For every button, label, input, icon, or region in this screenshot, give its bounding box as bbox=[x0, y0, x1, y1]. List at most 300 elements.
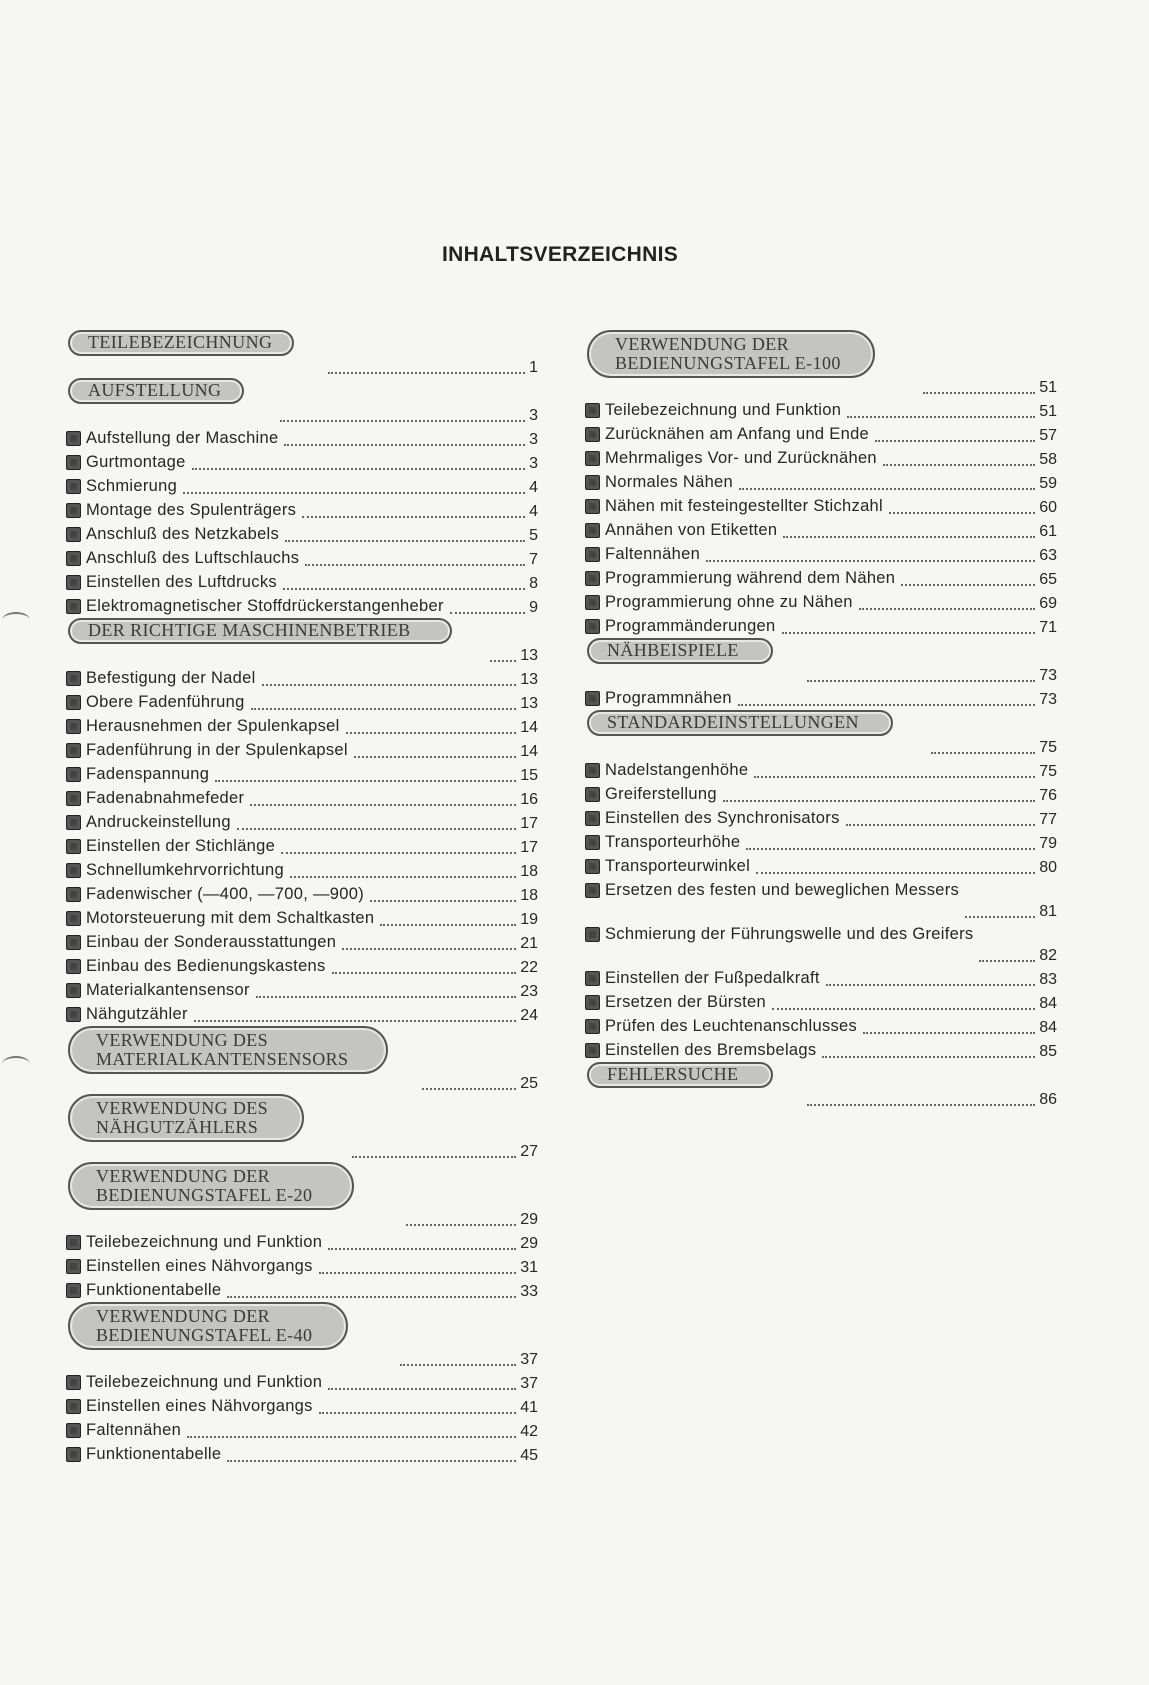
toc-entry[interactable] bbox=[585, 830, 1057, 854]
page-number: 37 bbox=[520, 1375, 538, 1392]
leader-dots bbox=[250, 804, 516, 806]
leader-dots bbox=[807, 1104, 1035, 1106]
entry-label: Faltennähen bbox=[86, 1421, 182, 1439]
leader bbox=[66, 502, 538, 522]
leader-dots bbox=[772, 1008, 1035, 1010]
section-badge bbox=[68, 1026, 388, 1074]
section-title-line: DER RICHTIGE MASCHINENBETRIEB bbox=[88, 620, 411, 640]
leader-dots bbox=[215, 780, 516, 782]
page-number: 84 bbox=[1039, 995, 1057, 1012]
section-title-line: VERWENDUNG DES bbox=[96, 1098, 269, 1118]
section-heading bbox=[585, 710, 1057, 758]
toc-entry[interactable] bbox=[66, 522, 538, 546]
entry-label: Nadelstangenhöhe bbox=[605, 761, 749, 779]
section-heading bbox=[66, 618, 538, 666]
entry-label: Programmierung ohne zu Nähen bbox=[605, 593, 853, 611]
page-number: 83 bbox=[1039, 971, 1057, 988]
toc-entry[interactable] bbox=[585, 518, 1057, 542]
entry-label: Gurtmontage bbox=[86, 453, 186, 471]
leader bbox=[585, 570, 1057, 590]
leader bbox=[66, 454, 538, 474]
page-number: 86 bbox=[1039, 1091, 1057, 1108]
toc-entry[interactable] bbox=[585, 590, 1057, 614]
page-number: 61 bbox=[1039, 523, 1057, 540]
leader-dots bbox=[319, 1412, 516, 1414]
leader-dots bbox=[281, 852, 516, 854]
entry-label: Zurücknähen am Anfang und Ende bbox=[605, 425, 870, 443]
section-title-line: NÄHGUTZÄHLERS bbox=[96, 1117, 259, 1137]
page-number: 69 bbox=[1039, 595, 1057, 612]
leader-dots bbox=[251, 708, 516, 710]
toc-entry[interactable] bbox=[585, 922, 1057, 966]
page-number: 24 bbox=[520, 1007, 538, 1024]
leader-dots bbox=[256, 996, 516, 998]
entry-label: Teilebezeichnung und Funktion bbox=[86, 1233, 323, 1251]
leader-dots bbox=[227, 1296, 516, 1298]
toc-entry[interactable] bbox=[66, 786, 538, 810]
entry-label: Transporteurhöhe bbox=[605, 833, 741, 851]
entry-label: Annähen von Etiketten bbox=[605, 521, 778, 539]
leader-dots bbox=[237, 828, 516, 830]
leader bbox=[280, 406, 538, 426]
entry-label: Andruckeinstellung bbox=[86, 813, 231, 831]
leader-dots bbox=[783, 536, 1035, 538]
toc-entry[interactable] bbox=[585, 878, 1057, 922]
page-number: 51 bbox=[1039, 403, 1057, 420]
toc-entry[interactable] bbox=[66, 1442, 538, 1466]
page-number: 19 bbox=[520, 911, 538, 928]
leader bbox=[585, 498, 1057, 518]
toc-entry[interactable] bbox=[585, 614, 1057, 638]
section-badge bbox=[587, 330, 875, 378]
leader bbox=[66, 790, 538, 810]
page-number: 84 bbox=[1039, 1019, 1057, 1036]
leader-dots bbox=[227, 1460, 516, 1462]
entry-label: Anschluß des Luftschlauchs bbox=[86, 549, 300, 567]
leader-dots bbox=[889, 512, 1035, 514]
entry-label: Faltennähen bbox=[605, 545, 701, 563]
leader-dots bbox=[328, 1248, 516, 1250]
section-title-line: VERWENDUNG DER bbox=[96, 1306, 271, 1326]
entry-label: Obere Fadenführung bbox=[86, 693, 245, 711]
leader-dots bbox=[901, 584, 1035, 586]
entry-label: Funktionentabelle bbox=[86, 1281, 222, 1299]
toc-entry[interactable] bbox=[585, 806, 1057, 830]
entry-label: Fadenabnahmefeder bbox=[86, 789, 245, 807]
entry-label: Ersetzen der Bürsten bbox=[605, 993, 766, 1011]
leader bbox=[66, 550, 538, 570]
toc-entry[interactable] bbox=[66, 690, 538, 714]
page-number: 14 bbox=[520, 743, 538, 760]
page-number: 21 bbox=[520, 935, 538, 952]
page-number: 75 bbox=[1039, 763, 1057, 780]
section-title-line: AUFSTELLUNG bbox=[88, 380, 222, 400]
toc-entry[interactable] bbox=[66, 1278, 538, 1302]
entry-label: Transporteurwinkel bbox=[605, 857, 751, 875]
leader bbox=[585, 834, 1057, 854]
toc-entry[interactable] bbox=[66, 1002, 538, 1026]
entry-label: Einstellen eines Nähvorgangs bbox=[86, 1397, 313, 1415]
leader-dots bbox=[883, 464, 1035, 466]
page-number: 3 bbox=[529, 407, 538, 424]
page-number: 8 bbox=[529, 575, 538, 592]
toc-entry[interactable] bbox=[66, 1254, 538, 1278]
leader bbox=[585, 594, 1057, 614]
entry-label: Anschluß des Netzkabels bbox=[86, 525, 280, 543]
toc-right-column bbox=[585, 330, 1057, 1110]
toc-entry[interactable] bbox=[66, 594, 538, 618]
toc-entry[interactable] bbox=[66, 1370, 538, 1394]
leader bbox=[585, 426, 1057, 446]
toc-entry[interactable] bbox=[585, 1014, 1057, 1038]
leader-dots bbox=[979, 960, 1035, 962]
toc-entry[interactable] bbox=[585, 686, 1057, 710]
toc-entry[interactable] bbox=[585, 446, 1057, 470]
toc-entry[interactable] bbox=[66, 882, 538, 906]
section-badge bbox=[587, 1062, 773, 1088]
entry-label: Einstellen der Fußpedalkraft bbox=[605, 969, 820, 987]
leader bbox=[585, 810, 1057, 830]
entry-label: Mehrmaliges Vor- und Zurücknähen bbox=[605, 449, 877, 467]
section-title-line: BEDIENUNGSTAFEL E-100 bbox=[615, 353, 841, 373]
toc-entry[interactable] bbox=[585, 566, 1057, 590]
leader bbox=[66, 910, 538, 930]
page-number: 42 bbox=[520, 1423, 538, 1440]
toc-entry[interactable] bbox=[66, 1394, 538, 1418]
entry-label: Befestigung der Nadel bbox=[86, 669, 256, 687]
toc-entry[interactable] bbox=[66, 810, 538, 834]
leader-dots bbox=[302, 516, 525, 518]
leader-dots bbox=[706, 560, 1035, 562]
entry-label: Nähen mit festeingestellter Stichzahl bbox=[605, 497, 883, 515]
toc-entry[interactable] bbox=[585, 470, 1057, 494]
leader bbox=[66, 718, 538, 738]
page-number: 29 bbox=[520, 1211, 538, 1228]
toc-entry[interactable] bbox=[585, 398, 1057, 422]
leader-dots bbox=[863, 1032, 1035, 1034]
toc-entry[interactable] bbox=[66, 546, 538, 570]
toc-entry[interactable] bbox=[66, 930, 538, 954]
page-number: 85 bbox=[1039, 1043, 1057, 1060]
entry-label: Elektromagnetischer Stoffdrückerstangenheber bbox=[86, 597, 444, 615]
section-title-line: VERWENDUNG DER bbox=[615, 334, 790, 354]
section-heading bbox=[585, 1062, 1057, 1110]
page-number: 4 bbox=[529, 503, 538, 520]
leader bbox=[66, 862, 538, 882]
toc-entry[interactable] bbox=[66, 498, 538, 522]
leader-dots bbox=[328, 372, 525, 374]
leader-dots bbox=[280, 420, 525, 422]
entry-label: Greiferstellung bbox=[605, 785, 717, 803]
leader-dots bbox=[319, 1272, 516, 1274]
leader bbox=[807, 666, 1057, 686]
leader-dots bbox=[342, 948, 516, 950]
leader-dots bbox=[923, 392, 1035, 394]
toc-entry[interactable] bbox=[585, 1038, 1057, 1062]
leader bbox=[66, 958, 538, 978]
leader bbox=[66, 430, 538, 450]
section-badge bbox=[68, 618, 452, 644]
leader-dots bbox=[192, 468, 525, 470]
leader bbox=[66, 1422, 538, 1442]
toc-entry[interactable] bbox=[585, 758, 1057, 782]
page-number: 80 bbox=[1039, 859, 1057, 876]
leader-dots bbox=[746, 848, 1035, 850]
punch-mark bbox=[2, 612, 30, 628]
entry-label: Einstellen des Luftdrucks bbox=[86, 573, 277, 591]
leader-dots bbox=[931, 752, 1035, 754]
leader-dots bbox=[285, 540, 525, 542]
entry-label: Programmänderungen bbox=[605, 617, 776, 635]
leader-dots bbox=[346, 732, 516, 734]
leader bbox=[585, 618, 1057, 638]
leader-dots bbox=[422, 1088, 516, 1090]
leader-dots bbox=[194, 1020, 516, 1022]
toc-entry[interactable] bbox=[66, 474, 538, 498]
page-number: 14 bbox=[520, 719, 538, 736]
leader-dots bbox=[756, 872, 1035, 874]
page-number: 59 bbox=[1039, 475, 1057, 492]
page-number: 51 bbox=[1039, 379, 1057, 396]
entry-label: Schmierung bbox=[86, 477, 178, 495]
toc-entry[interactable] bbox=[66, 954, 538, 978]
entry-label: Funktionentabelle bbox=[86, 1445, 222, 1463]
leader-dots bbox=[822, 1056, 1035, 1058]
leader bbox=[585, 994, 1057, 1014]
toc-entry[interactable] bbox=[66, 426, 538, 450]
leader-dots bbox=[807, 680, 1035, 682]
page-number: 27 bbox=[520, 1143, 538, 1160]
page-number: 81 bbox=[1039, 903, 1057, 920]
leader-dots bbox=[305, 564, 525, 566]
toc-entry[interactable] bbox=[585, 494, 1057, 518]
entry-label: Einbau des Bedienungskastens bbox=[86, 957, 326, 975]
page-number: 13 bbox=[520, 647, 538, 664]
entry-label: Prüfen des Leuchtenanschlusses bbox=[605, 1017, 858, 1035]
toc-entry[interactable] bbox=[585, 782, 1057, 806]
leader bbox=[585, 902, 1057, 922]
leader bbox=[66, 1006, 538, 1026]
page-number: 71 bbox=[1039, 619, 1057, 636]
section-title-line: MATERIALKANTENSENSORS bbox=[96, 1049, 349, 1069]
leader bbox=[66, 574, 538, 594]
leader-dots bbox=[187, 1436, 516, 1438]
page-number: 79 bbox=[1039, 835, 1057, 852]
leader-dots bbox=[406, 1224, 516, 1226]
leader-dots bbox=[352, 1156, 516, 1158]
toc-entry[interactable] bbox=[66, 738, 538, 762]
toc-entry[interactable] bbox=[66, 858, 538, 882]
leader bbox=[931, 738, 1057, 758]
section-heading bbox=[66, 1162, 538, 1230]
leader bbox=[66, 526, 538, 546]
page-number: 23 bbox=[520, 983, 538, 1000]
section-heading bbox=[66, 378, 538, 426]
leader-dots bbox=[262, 684, 516, 686]
page-number: 73 bbox=[1039, 691, 1057, 708]
leader-dots bbox=[738, 704, 1035, 706]
page-number: 65 bbox=[1039, 571, 1057, 588]
page-number: 3 bbox=[529, 455, 538, 472]
section-title-line: BEDIENUNGSTAFEL E-20 bbox=[96, 1185, 313, 1205]
leader bbox=[352, 1142, 538, 1162]
entry-label: Fadenspannung bbox=[86, 765, 210, 783]
toc-entry[interactable] bbox=[66, 1418, 538, 1442]
entry-label: Einstellen des Synchronisators bbox=[605, 809, 840, 827]
page-number: 57 bbox=[1039, 427, 1057, 444]
leader bbox=[66, 598, 538, 618]
page-number: 63 bbox=[1039, 547, 1057, 564]
page-number: 82 bbox=[1039, 947, 1057, 964]
page-number: 41 bbox=[520, 1399, 538, 1416]
leader bbox=[585, 402, 1057, 422]
entry-label: Motorsteuerung mit dem Schaltkasten bbox=[86, 909, 375, 927]
section-heading bbox=[66, 1302, 538, 1370]
leader bbox=[585, 522, 1057, 542]
section-title-line: VERWENDUNG DES bbox=[96, 1030, 269, 1050]
entry-label: Normales Nähen bbox=[605, 473, 734, 491]
toc-entry[interactable] bbox=[66, 978, 538, 1002]
leader bbox=[66, 1398, 538, 1418]
entry-label: Nähgutzähler bbox=[86, 1005, 188, 1023]
entry-label: Materialkantensensor bbox=[86, 981, 250, 999]
page-number: 29 bbox=[520, 1235, 538, 1252]
leader bbox=[66, 1374, 538, 1394]
page-number: 60 bbox=[1039, 499, 1057, 516]
section-title-line: FEHLERSUCHE bbox=[607, 1064, 739, 1084]
section-badge bbox=[68, 330, 294, 356]
section-title-line: NÄHBEISPIELE bbox=[607, 640, 739, 660]
leader-dots bbox=[723, 800, 1035, 802]
page-number: 16 bbox=[520, 791, 538, 808]
toc-entry[interactable] bbox=[66, 666, 538, 690]
toc-entry[interactable] bbox=[66, 762, 538, 786]
leader bbox=[66, 742, 538, 762]
toc-entry[interactable] bbox=[66, 714, 538, 738]
page-number: 76 bbox=[1039, 787, 1057, 804]
leader bbox=[66, 934, 538, 954]
entry-label: Einstellen der Stichlänge bbox=[86, 837, 276, 855]
leader bbox=[66, 670, 538, 690]
leader bbox=[585, 450, 1057, 470]
page-number: 18 bbox=[520, 887, 538, 904]
page-number: 5 bbox=[529, 527, 538, 544]
leader-dots bbox=[400, 1364, 516, 1366]
page-number: 37 bbox=[520, 1351, 538, 1368]
leader-dots bbox=[284, 444, 525, 446]
toc-entry[interactable] bbox=[585, 542, 1057, 566]
leader bbox=[585, 474, 1057, 494]
toc-entry[interactable] bbox=[66, 1230, 538, 1254]
entry-label: Programmnähen bbox=[605, 689, 732, 707]
toc-entry[interactable] bbox=[585, 990, 1057, 1014]
leader-dots bbox=[826, 984, 1035, 986]
leader bbox=[66, 838, 538, 858]
section-badge bbox=[68, 1162, 354, 1210]
page-number: 77 bbox=[1039, 811, 1057, 828]
leader-dots bbox=[283, 588, 525, 590]
leader bbox=[400, 1350, 538, 1370]
leader bbox=[490, 646, 538, 666]
square-bullet-icon bbox=[585, 927, 600, 942]
entry-label: Fadenwischer (—400, —700, —900) bbox=[86, 885, 365, 903]
leader-dots bbox=[846, 824, 1035, 826]
section-heading bbox=[66, 1094, 538, 1162]
leader-dots bbox=[370, 900, 516, 902]
page-number: 22 bbox=[520, 959, 538, 976]
leader-dots bbox=[875, 440, 1035, 442]
section-heading bbox=[66, 1026, 538, 1094]
leader bbox=[66, 886, 538, 906]
entry-label: Aufstellung der Maschine bbox=[86, 429, 279, 447]
page-title: INHALTSVERZEICHNIS bbox=[441, 243, 679, 266]
section-badge bbox=[587, 710, 893, 736]
page-number: 17 bbox=[520, 839, 538, 856]
page-number: 33 bbox=[520, 1283, 538, 1300]
page-number: 9 bbox=[529, 599, 538, 616]
leader-dots bbox=[859, 608, 1035, 610]
toc-entry[interactable] bbox=[66, 570, 538, 594]
page-number: 31 bbox=[520, 1259, 538, 1276]
entry-label: Montage des Spulenträgers bbox=[86, 501, 297, 519]
section-badge bbox=[587, 638, 773, 664]
leader-dots bbox=[380, 924, 516, 926]
page-number: 1 bbox=[529, 359, 538, 376]
leader bbox=[66, 1258, 538, 1278]
leader bbox=[66, 1234, 538, 1254]
toc-entry[interactable] bbox=[585, 422, 1057, 446]
section-title-line: STANDARDEINSTELLUNGEN bbox=[607, 712, 859, 732]
page-number: 58 bbox=[1039, 451, 1057, 468]
section-title-line: TEILEBEZEICHNUNG bbox=[88, 332, 273, 352]
leader-dots bbox=[328, 1388, 516, 1390]
punch-mark bbox=[2, 1056, 30, 1072]
leader-dots bbox=[354, 756, 516, 758]
entry-label: Teilebezeichnung und Funktion bbox=[605, 401, 842, 419]
toc-left-column bbox=[66, 330, 538, 1466]
entry-label: Fadenführung in der Spulenkapsel bbox=[86, 741, 348, 759]
page-number: 15 bbox=[520, 767, 538, 784]
section-title-line: BEDIENUNGSTAFEL E-40 bbox=[96, 1325, 313, 1345]
page-number: 18 bbox=[520, 863, 538, 880]
leader bbox=[66, 814, 538, 834]
toc-entry[interactable] bbox=[66, 834, 538, 858]
page-number: 7 bbox=[529, 551, 538, 568]
leader-dots bbox=[739, 488, 1035, 490]
entry-label: Schmierung der Führungswelle und des Greifers bbox=[605, 925, 974, 943]
page-number: 3 bbox=[529, 431, 538, 448]
leader bbox=[585, 946, 1057, 966]
leader bbox=[585, 546, 1057, 566]
leader bbox=[66, 1446, 538, 1466]
leader bbox=[585, 1042, 1057, 1062]
toc-entry[interactable] bbox=[66, 906, 538, 930]
leader bbox=[585, 970, 1057, 990]
leader bbox=[585, 1018, 1057, 1038]
toc-entry[interactable] bbox=[585, 966, 1057, 990]
toc-entry[interactable] bbox=[585, 854, 1057, 878]
page-number: 75 bbox=[1039, 739, 1057, 756]
leader bbox=[585, 786, 1057, 806]
entry-label: Schnellumkehrvorrichtung bbox=[86, 861, 284, 879]
toc-entry[interactable] bbox=[66, 450, 538, 474]
entry-label: Herausnehmen der Spulenkapsel bbox=[86, 717, 340, 735]
leader-dots bbox=[490, 660, 516, 662]
page-number: 13 bbox=[520, 695, 538, 712]
square-bullet-icon bbox=[585, 883, 600, 898]
leader bbox=[807, 1090, 1057, 1110]
entry-label: Einbau der Sonderausstattungen bbox=[86, 933, 337, 951]
